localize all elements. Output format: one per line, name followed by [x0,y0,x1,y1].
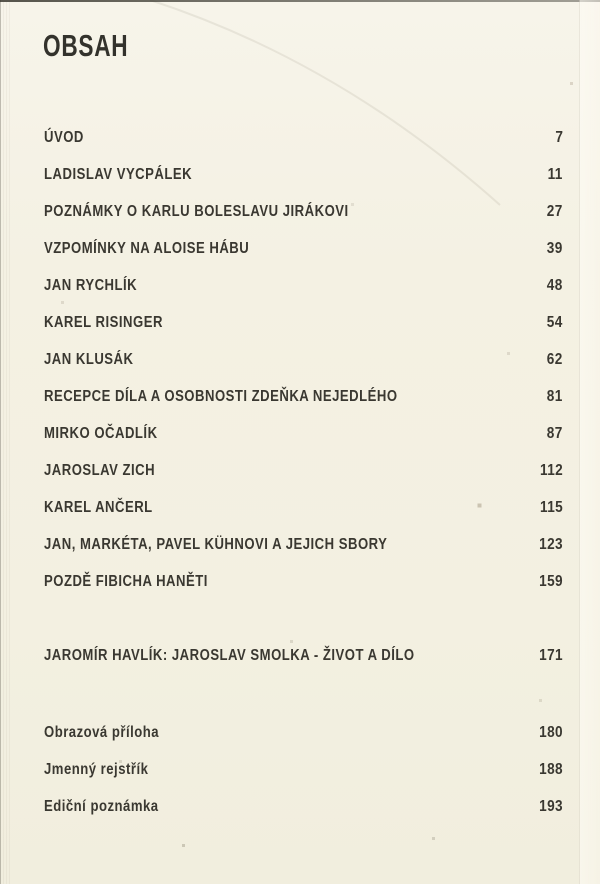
toc-row [44,193,563,230]
toc-entry-page-number: 180 [539,723,563,741]
toc-row [44,119,563,156]
toc-entry-label: KAREL ANČERL [44,498,153,516]
toc-entry-label: ÚVOD [44,128,84,146]
toc-entry-page-number: 27 [547,202,563,220]
toc-entry-page-number: 39 [547,239,563,257]
toc-entry-label: VZPOMÍNKY NA ALOISE HÁBU [44,239,250,257]
toc-entry-label: Jmenný rejstřík [44,760,149,778]
toc-entry-page-number: 11 [547,165,563,183]
paper-speckles [0,0,1,1]
toc-row [44,415,563,452]
paper-crease [6,0,7,884]
page-right-edge-band [579,0,600,884]
toc-row [44,751,563,788]
toc-row [44,156,563,193]
toc-entry-page-number: 62 [547,350,563,368]
toc-entry-label: Obrazová příloha [44,723,160,741]
toc-row [44,304,563,341]
toc-row [44,267,563,304]
toc-entry-label: JAROMÍR HAVLÍK: JAROSLAV SMOLKA - ŽIVOT A DÍLO [44,646,415,664]
toc-row [44,341,563,378]
toc-entry-page-number: 87 [547,424,563,442]
toc-entry-page-number: 112 [540,461,563,479]
toc-entry-page-number: 123 [539,535,563,553]
toc-entry-label: RECEPCE DÍLA A OSOBNOSTI ZDEŇKA NEJEDLÉHO [44,387,398,405]
page-title: OBSAH [43,28,129,63]
toc-entry-page-number: 193 [539,797,563,815]
toc-entry-label: JAROSLAV ZICH [44,461,156,479]
toc-row [44,526,563,563]
toc-list [44,119,563,825]
toc-row [44,788,563,825]
toc-row [44,714,563,751]
toc-entry-page-number: 159 [539,572,563,590]
paper-crease [9,0,10,884]
toc-row [44,452,563,489]
toc-entry-label: JAN KLUSÁK [44,350,134,368]
toc-entry-label: Ediční poznámka [44,797,159,815]
toc-entry-label: MIRKO OČADLÍK [44,424,158,442]
toc-entry-label: JAN, MARKÉTA, PAVEL KÜHNOVI A JEJICH SBORY [44,535,388,553]
toc-row [44,230,563,267]
toc-entry-label: KAREL RISINGER [44,313,163,331]
toc-entry-page-number: 54 [547,313,563,331]
page-top-edge-shadow [0,0,600,2]
toc-entry-label: POZNÁMKY O KARLU BOLESLAVU JIRÁKOVI [44,202,349,220]
toc-row [44,637,563,674]
toc-entry-page-number: 48 [547,276,563,294]
toc-entry-label: JAN RYCHLÍK [44,276,138,294]
toc-row [44,378,563,415]
toc-entry-page-number: 115 [540,498,563,516]
paper-crease [3,0,4,884]
toc-row [44,489,563,526]
toc-entry-page-number: 171 [539,646,563,664]
toc-row [44,563,563,600]
toc-entry-page-number: 7 [555,128,563,146]
toc-entry-label: LADISLAV VYCPÁLEK [44,165,193,183]
toc-entry-page-number: 81 [547,387,563,405]
toc-entry-label: POZDĚ FIBICHA HANĚTI [44,572,208,590]
toc-entry-page-number: 188 [539,760,563,778]
page-left-edge-shadow [0,0,1,884]
